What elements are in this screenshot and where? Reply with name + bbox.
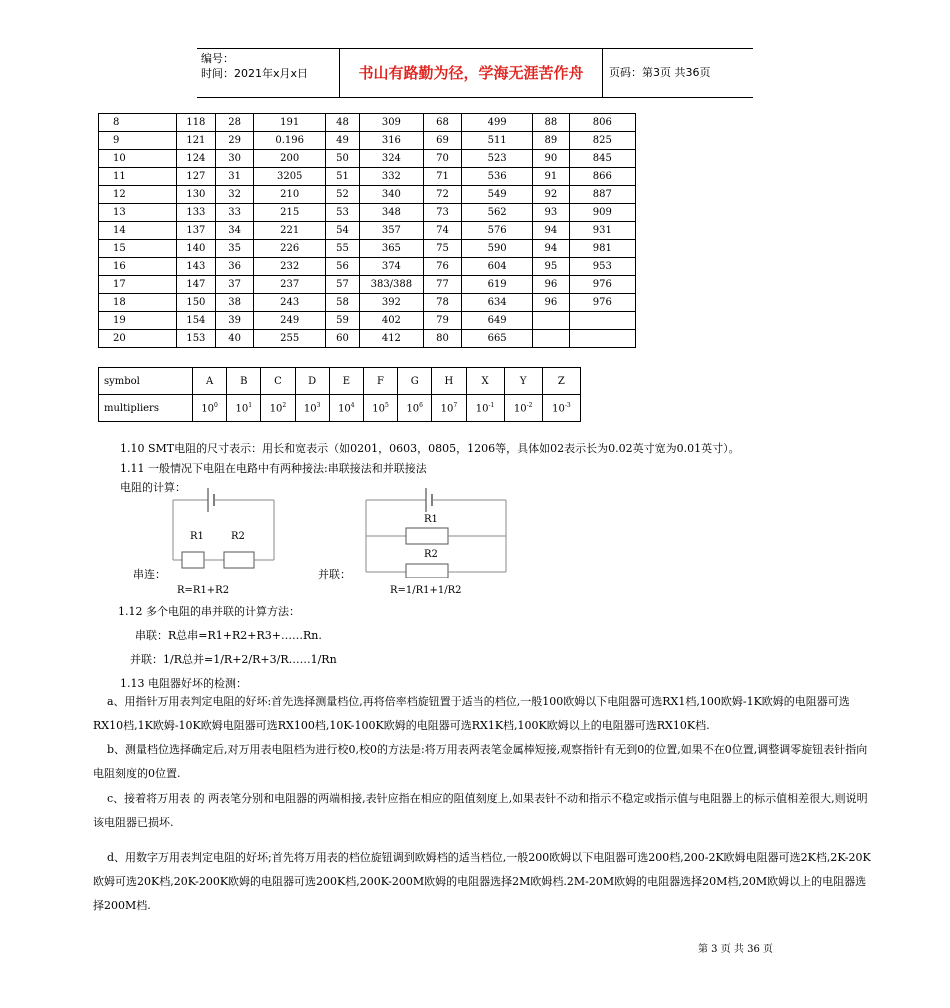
table-cell: 332 — [359, 168, 423, 186]
symbol-cell: A — [193, 368, 227, 395]
multiplier-base: 10 — [372, 403, 385, 415]
table-cell: 412 — [359, 330, 423, 348]
table-cell: 60 — [326, 330, 360, 348]
table-cell: 17 — [99, 276, 177, 294]
table-cell: 953 — [569, 258, 635, 276]
table-cell: 887 — [569, 186, 635, 204]
table-cell: 909 — [569, 204, 635, 222]
table-cell: 11 — [99, 168, 177, 186]
table-cell: 16 — [99, 258, 177, 276]
table-cell: 649 — [462, 312, 533, 330]
multiplier-cell — [542, 395, 580, 422]
table-cell: 96 — [533, 294, 570, 312]
table-cell: 90 — [533, 150, 570, 168]
parallel-label: 并联： — [318, 568, 351, 581]
table-cell: 15 — [99, 240, 177, 258]
table-cell: 69 — [423, 132, 461, 150]
multiplier-exponent: 6 — [419, 401, 423, 409]
header-time: 时间：2021年x月x日 — [201, 67, 309, 80]
multiplier-cell — [466, 395, 504, 422]
table-row — [99, 132, 636, 150]
multiplier-row — [99, 395, 581, 422]
table-cell: 340 — [359, 186, 423, 204]
multiplier-exponent: 7 — [453, 401, 458, 409]
resistance-calc-heading: 电阻的计算： — [120, 481, 186, 494]
table-cell: 38 — [215, 294, 253, 312]
table-cell: 154 — [176, 312, 215, 330]
paragraph-b: b、测量档位选择确定后,对万用表电阻档为进行校0,校0的方法是:将万用表两表笔金属棒短接,观察指针有无到0的位置,如果不在0位置,调整调零旋钮表针指向电阻刻度的0位置. — [93, 743, 868, 780]
table-cell: 365 — [359, 240, 423, 258]
table-cell: 18 — [99, 294, 177, 312]
paragraph-c: c、接着将万用表 的 两表笔分别和电阻器的两端相接,表针应指在相应的阻值刻度上,如果表针不动和指示不稳定或指示值与电阻器上的标示值相差很大,则说明该电阻器已损坏. — [93, 792, 868, 829]
table-cell: 10 — [99, 150, 177, 168]
table-cell: 34 — [215, 222, 253, 240]
table-cell: 255 — [254, 330, 326, 348]
table-cell: 55 — [326, 240, 360, 258]
table-row — [99, 204, 636, 222]
table-cell: 536 — [462, 168, 533, 186]
series-circuit-diagram — [170, 486, 280, 576]
table-cell: 137 — [176, 222, 215, 240]
multiplier-cell — [329, 395, 363, 422]
table-cell: 94 — [533, 240, 570, 258]
paragraph-a: a、用指针万用表判定电阻的好坏:首先选择测量档位,再将倍率档旋钮置于适当的档位,一般100欧姆以下电阻器可选RX1档,100欧姆-1K欧姆的电阻器可选RX10档,1K欧姆-10K欧姆电阻器可选RX100档,10K-100K欧姆的电阻器可选RX1K档,100K欧姆以上的电阻器可选RX10K档. — [93, 695, 850, 732]
section-1-12: 1.12 多个电阻的串并联的计算方法： — [118, 605, 300, 618]
table-cell: 392 — [359, 294, 423, 312]
multiplier-cell — [227, 395, 261, 422]
table-cell: 79 — [423, 312, 461, 330]
symbol-row — [99, 368, 581, 395]
table-cell: 825 — [569, 132, 635, 150]
table-cell: 28 — [215, 114, 253, 132]
parallel-r1-label: R1 — [424, 514, 438, 525]
table-cell: 35 — [215, 240, 253, 258]
table-cell: 147 — [176, 276, 215, 294]
table-cell: 37 — [215, 276, 253, 294]
table-cell: 30 — [215, 150, 253, 168]
table-cell: 133 — [176, 204, 215, 222]
table-cell: 53 — [326, 204, 360, 222]
multiplier-cell — [295, 395, 329, 422]
table-cell: 118 — [176, 114, 215, 132]
table-cell: 48 — [326, 114, 360, 132]
table-cell: 200 — [254, 150, 326, 168]
table-cell: 226 — [254, 240, 326, 258]
paragraph-d: d、用数字万用表判定电阻的好坏;首先将万用表的档位旋钮调到欧姆档的适当档位,一般200欧姆以下电阻器可选200档,200-2K欧姆电阻器可选2K档,2K-20K欧姆可选20K档,20K-200K欧姆的电阻器可选200K档,200K-200M欧姆的电阻器选择2M欧姆档.2M-20M欧姆的电阻器选择20M档,20M欧姆以上的电阻器选择200M档. — [93, 851, 871, 912]
table-cell: 981 — [569, 240, 635, 258]
multiplier-exponent: 3 — [316, 401, 321, 409]
symbol-cell: E — [329, 368, 363, 395]
multiplier-exponent: -2 — [526, 401, 533, 409]
multiplier-exponent: 1 — [248, 401, 253, 409]
symbol-cell: X — [466, 368, 504, 395]
page-header — [197, 48, 753, 98]
table-cell: 75 — [423, 240, 461, 258]
multiplier-base: 10 — [303, 403, 317, 415]
table-cell: 70 — [423, 150, 461, 168]
table-cell: 357 — [359, 222, 423, 240]
page-footer: 第 3 页 共 36 页 — [698, 944, 773, 955]
multiplier-exponent: 4 — [350, 401, 355, 409]
multiplier-exponent: 0 — [214, 401, 218, 409]
table-row — [99, 186, 636, 204]
table-cell: 0.196 — [254, 132, 326, 150]
table-cell: 210 — [254, 186, 326, 204]
table-cell: 77 — [423, 276, 461, 294]
table-row — [99, 114, 636, 132]
symbol-cell: F — [363, 368, 397, 395]
table-cell: 402 — [359, 312, 423, 330]
table-cell: 56 — [326, 258, 360, 276]
multiplier-base: 10 — [440, 403, 454, 415]
table-cell: 576 — [462, 222, 533, 240]
multiplier-exponent: 5 — [384, 401, 389, 409]
table-cell: 976 — [569, 276, 635, 294]
table-cell: 91 — [533, 168, 570, 186]
multiplier-cell — [193, 395, 227, 422]
table-row — [99, 258, 636, 276]
table-cell: 143 — [176, 258, 215, 276]
table-cell: 14 — [99, 222, 177, 240]
table-cell: 665 — [462, 330, 533, 348]
table-row — [99, 222, 636, 240]
table-cell: 153 — [176, 330, 215, 348]
table-cell: 150 — [176, 294, 215, 312]
header-motto: 书山有路勤为径，学海无涯苦作舟 — [340, 49, 603, 97]
table-cell: 191 — [254, 114, 326, 132]
symbol-cell: Y — [504, 368, 542, 395]
multiplier-exponent: -3 — [564, 401, 571, 409]
table-cell: 237 — [254, 276, 326, 294]
table-cell: 57 — [326, 276, 360, 294]
table-cell: 68 — [423, 114, 461, 132]
symbol-cell: G — [398, 368, 432, 395]
symbol-label: symbol — [99, 368, 193, 395]
table-cell: 619 — [462, 276, 533, 294]
table-cell: 93 — [533, 204, 570, 222]
table-cell: 74 — [423, 222, 461, 240]
table-cell: 8 — [99, 114, 177, 132]
table-cell: 31 — [215, 168, 253, 186]
table-cell: 221 — [254, 222, 326, 240]
table-cell: 94 — [533, 222, 570, 240]
header-number-label: 编号： — [201, 52, 234, 65]
series-label: 串连： — [133, 568, 166, 581]
table-cell: 130 — [176, 186, 215, 204]
multiplier-base: 10 — [235, 403, 249, 415]
multiplier-cell — [261, 395, 295, 422]
section-1-13: 1.13 电阻器好坏的检测： — [120, 677, 247, 690]
header-meta — [197, 49, 340, 97]
symbol-cell: D — [295, 368, 329, 395]
table-cell: 50 — [326, 150, 360, 168]
symbol-cell: H — [432, 368, 466, 395]
table-cell — [569, 312, 635, 330]
multiplier-base: 10 — [406, 403, 420, 415]
multiplier-exponent: -1 — [488, 401, 495, 409]
table-cell: 931 — [569, 222, 635, 240]
table-cell: 40 — [215, 330, 253, 348]
table-cell: 976 — [569, 294, 635, 312]
table-cell: 29 — [215, 132, 253, 150]
table-row — [99, 150, 636, 168]
header-page-number: 页码：第3页 共36页 — [609, 66, 711, 79]
table-cell: 92 — [533, 186, 570, 204]
table-cell: 19 — [99, 312, 177, 330]
table-cell: 549 — [462, 186, 533, 204]
table-cell: 73 — [423, 204, 461, 222]
table-row — [99, 312, 636, 330]
multiplier-base: 10 — [513, 403, 527, 415]
multiplier-base: 10 — [475, 403, 489, 415]
series-r2-label: R2 — [231, 531, 245, 542]
table-cell: 562 — [462, 204, 533, 222]
table-cell: 127 — [176, 168, 215, 186]
table-cell: 59 — [326, 312, 360, 330]
table-cell: 51 — [326, 168, 360, 186]
table-cell: 121 — [176, 132, 215, 150]
multiplier-cell — [363, 395, 397, 422]
parallel-formula: R=1/R1+1/R2 — [390, 585, 462, 596]
table-cell: 78 — [423, 294, 461, 312]
table-cell: 124 — [176, 150, 215, 168]
symbol-cell: Z — [542, 368, 580, 395]
table-cell: 511 — [462, 132, 533, 150]
symbol-cell: B — [227, 368, 261, 395]
section-1-10: 1.10 SMT电阻的尺寸表示：用长和宽表示（如0201，0603，0805，1206等，具体如02表示长为0.02英寸宽为0.01英寸）。 — [120, 442, 740, 455]
table-cell: 33 — [215, 204, 253, 222]
table-cell: 523 — [462, 150, 533, 168]
table-cell: 866 — [569, 168, 635, 186]
multiplier-cell — [398, 395, 432, 422]
table-cell: 96 — [533, 276, 570, 294]
parallel-circuit-diagram — [362, 486, 512, 578]
table-cell: 89 — [533, 132, 570, 150]
table-cell: 806 — [569, 114, 635, 132]
multipliers-label: multipliers — [99, 395, 193, 422]
table-cell: 80 — [423, 330, 461, 348]
resistor-value-table — [98, 113, 636, 348]
table-cell: 215 — [254, 204, 326, 222]
table-cell: 76 — [423, 258, 461, 276]
table-cell: 590 — [462, 240, 533, 258]
series-formula: R=R1+R2 — [177, 585, 230, 596]
table-cell: 316 — [359, 132, 423, 150]
table-cell: 72 — [423, 186, 461, 204]
series-r1-label: R1 — [190, 531, 204, 542]
table-cell: 88 — [533, 114, 570, 132]
table-cell: 54 — [326, 222, 360, 240]
table-cell: 243 — [254, 294, 326, 312]
multiplier-base: 10 — [269, 403, 283, 415]
table-cell: 32 — [215, 186, 253, 204]
table-cell: 39 — [215, 312, 253, 330]
table-cell: 58 — [326, 294, 360, 312]
table-cell: 324 — [359, 150, 423, 168]
table-row — [99, 276, 636, 294]
table-cell: 95 — [533, 258, 570, 276]
table-cell: 13 — [99, 204, 177, 222]
table-cell: 36 — [215, 258, 253, 276]
table-cell: 249 — [254, 312, 326, 330]
table-cell: 52 — [326, 186, 360, 204]
table-row — [99, 168, 636, 186]
multiplier-cell — [432, 395, 466, 422]
table-cell: 140 — [176, 240, 215, 258]
multiplier-exponent: 2 — [282, 401, 287, 409]
table-cell: 20 — [99, 330, 177, 348]
multiplier-table — [98, 367, 581, 422]
symbol-cell: C — [261, 368, 295, 395]
table-row — [99, 294, 636, 312]
table-cell: 71 — [423, 168, 461, 186]
multiplier-base: 10 — [201, 403, 215, 415]
section-1-11: 1.11 一般情况下电阻在电路中有两种接法:串联接法和并联接法 — [120, 462, 427, 475]
table-cell: 3205 — [254, 168, 326, 186]
table-cell: 12 — [99, 186, 177, 204]
table-cell: 634 — [462, 294, 533, 312]
table-cell: 374 — [359, 258, 423, 276]
table-row — [99, 240, 636, 258]
multiplier-cell — [504, 395, 542, 422]
table-cell: 383/388 — [359, 276, 423, 294]
table-cell — [533, 312, 570, 330]
table-cell — [569, 330, 635, 348]
table-cell: 845 — [569, 150, 635, 168]
table-row — [99, 330, 636, 348]
table-cell — [533, 330, 570, 348]
multiplier-base: 10 — [338, 403, 351, 415]
table-cell: 309 — [359, 114, 423, 132]
series-multi-formula: 串联：R总串=R1+R2+R3+……Rn. — [135, 629, 322, 642]
parallel-multi-formula: 并联：1/R总并=1/R+2/R+3/R……1/Rn — [130, 653, 337, 666]
table-cell: 499 — [462, 114, 533, 132]
table-cell: 604 — [462, 258, 533, 276]
table-cell: 232 — [254, 258, 326, 276]
table-cell: 348 — [359, 204, 423, 222]
multiplier-base: 10 — [552, 403, 565, 415]
table-cell: 9 — [99, 132, 177, 150]
table-cell: 49 — [326, 132, 360, 150]
parallel-r2-label: R2 — [424, 549, 438, 560]
